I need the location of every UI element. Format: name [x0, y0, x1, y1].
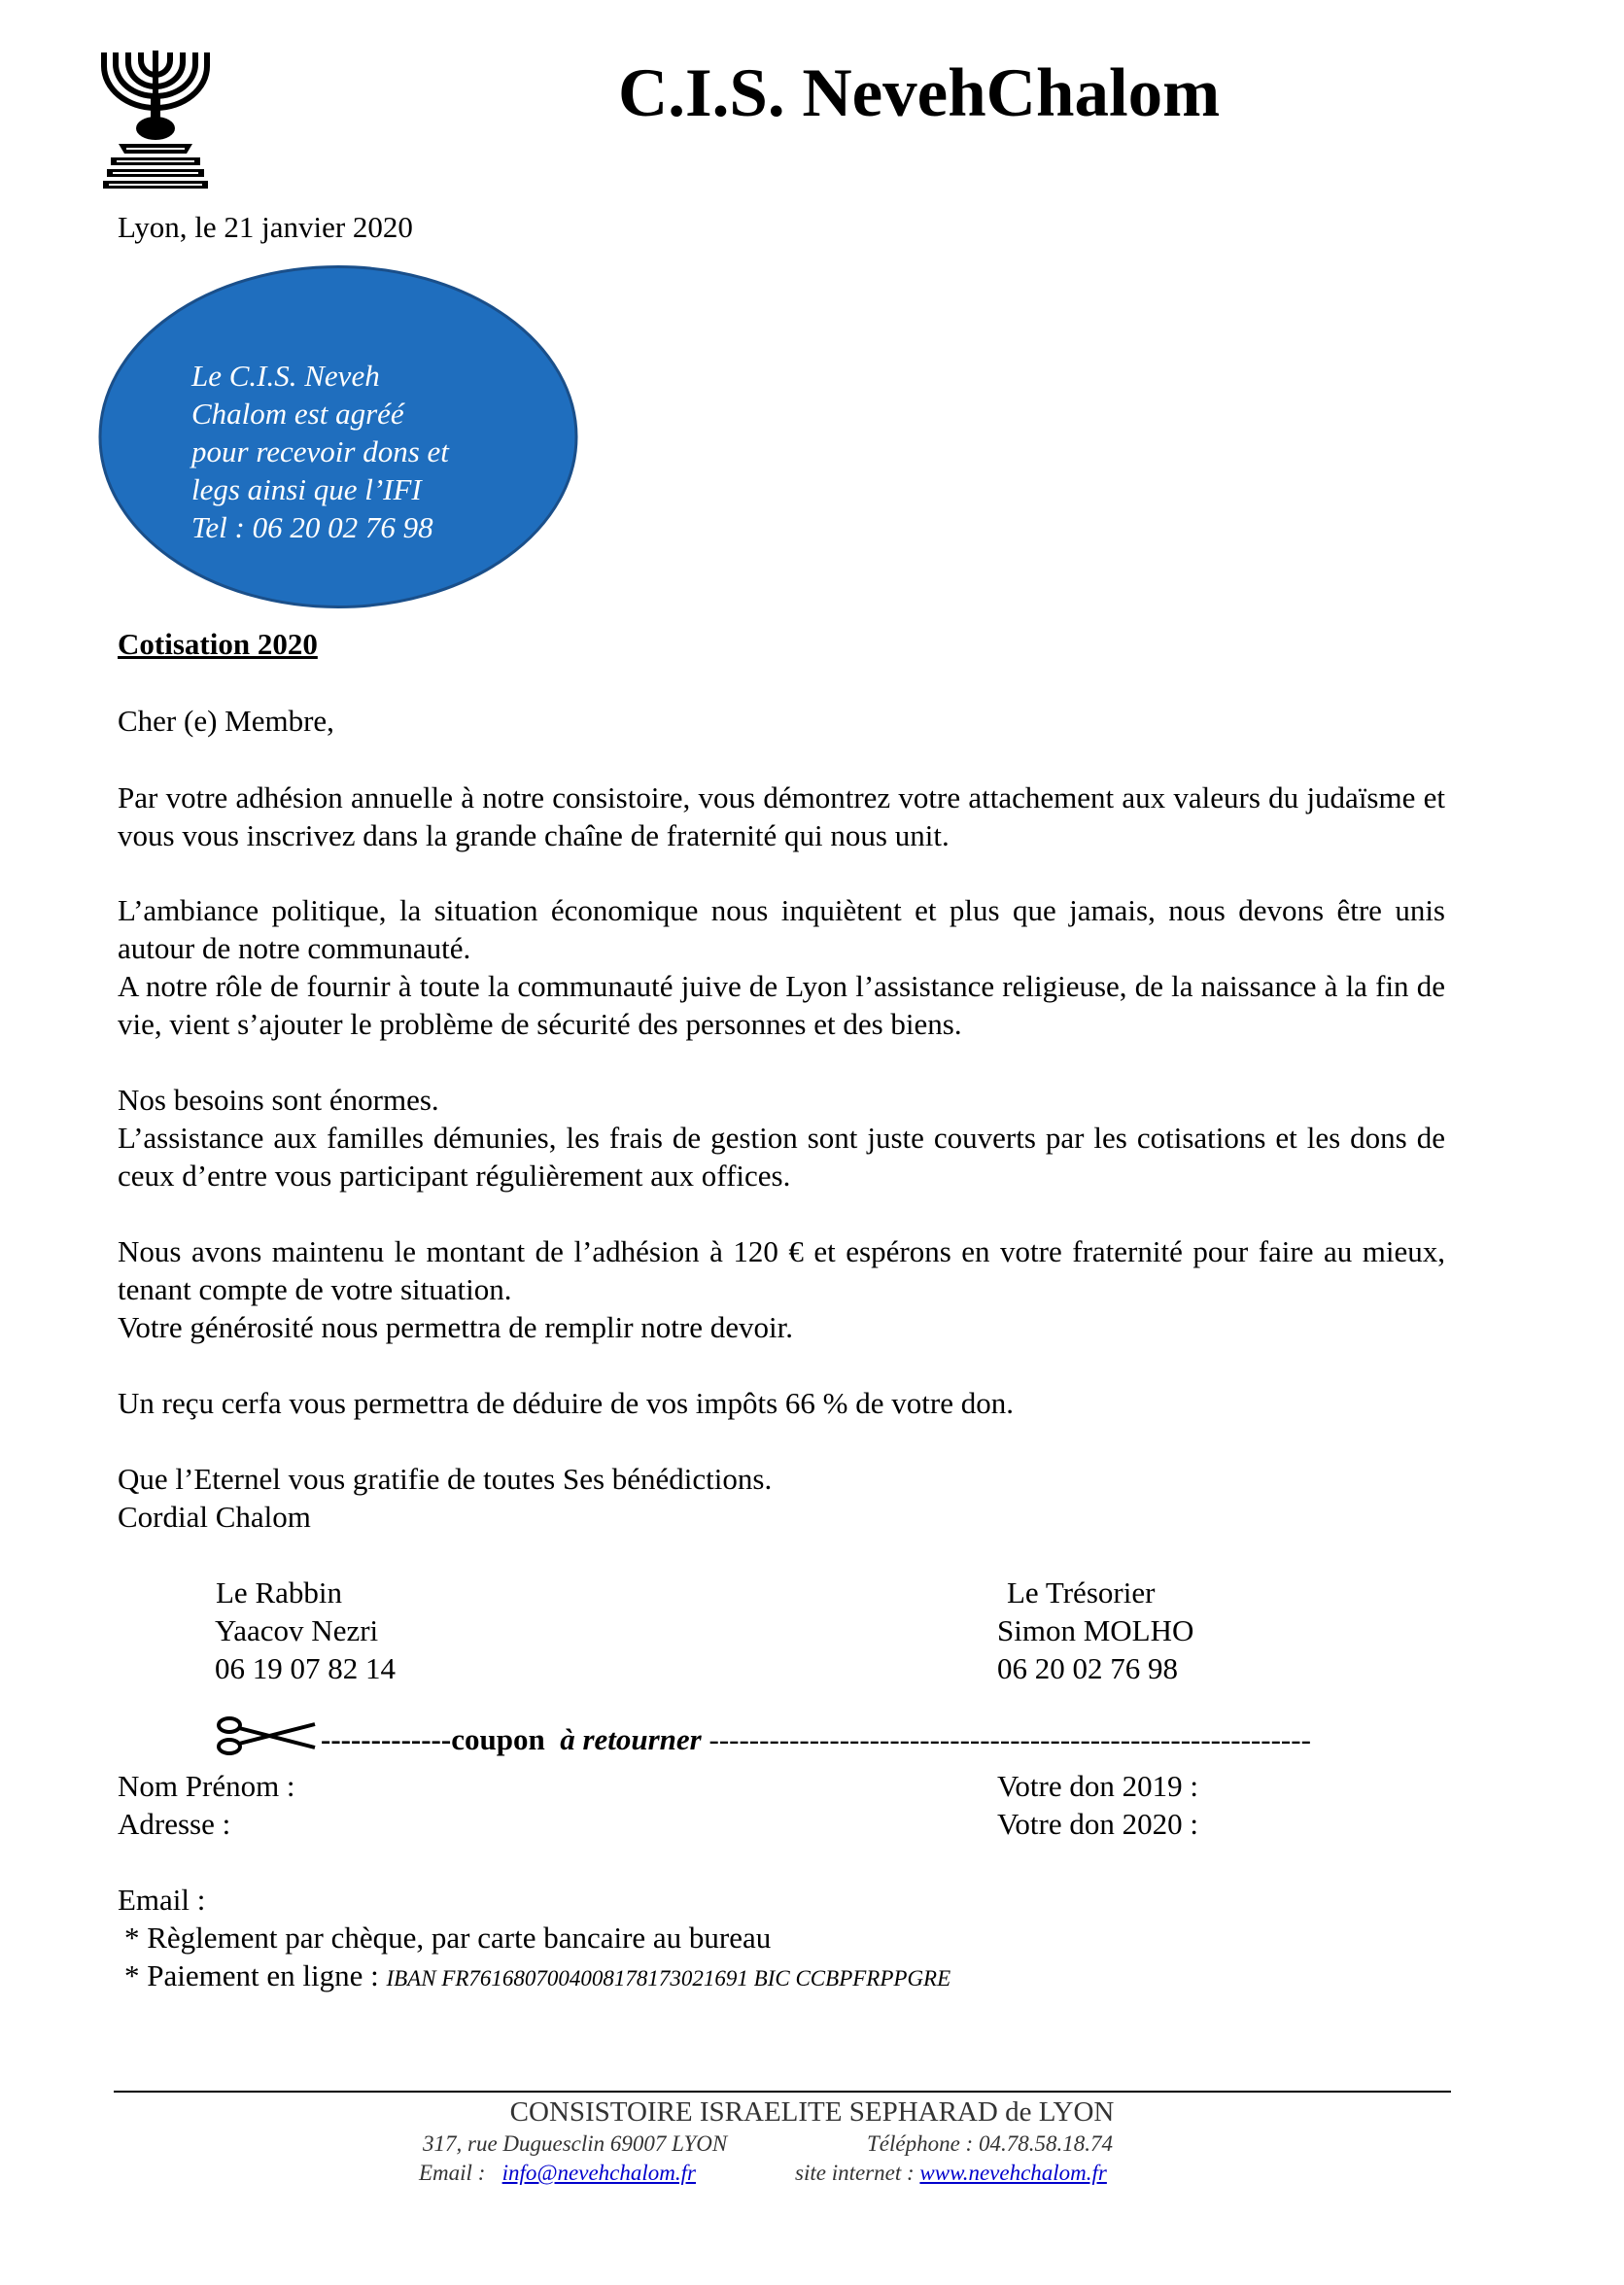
footer-site: [795, 2161, 1107, 2186]
paragraph-2: [118, 891, 1445, 1043]
email-field-label: Email :: [118, 1883, 206, 1917]
paragraph-3: [118, 1081, 1445, 1194]
scissors-icon: [214, 1714, 319, 1757]
paragraph-text: Que l’Eternel vous gratifie de toutes Ses bénédictions.: [118, 1462, 773, 1496]
footer-org: CONSISTOIRE ISRAELITE SEPHARAD de LYON: [509, 2096, 1115, 2128]
email-link[interactable]: info@nevehchalom.fr: [501, 2161, 696, 2185]
paragraph-text: A notre rôle de fournir à toute la communauté juive de Lyon l’assistance religieuse, de la naissance à la fin de vie, vient s’ajouter le problème de sécurité des personnes et des biens.: [118, 969, 1445, 1041]
paragraph-text: Votre générosité nous permettra de remplir notre devoir.: [118, 1310, 793, 1344]
paragraph-text: Un reçu cerfa vous permettra de déduire de vos impôts 66 % de votre don.: [118, 1386, 1014, 1420]
coupon-separator: [321, 1722, 1311, 1757]
badge-line: Chalom est agréé: [191, 397, 404, 431]
footer-address: 317, rue Duguesclin 69007 LYON: [423, 2131, 728, 2156]
iban-text: IBAN FR7616807004008178173021691 BIC CCBPFRPPGRE: [386, 1966, 951, 1991]
coupon-label-italic: à retourner: [560, 1722, 702, 1756]
badge-text: [191, 357, 522, 546]
coupon-dashes: ------------------------------------------------------------: [708, 1722, 1311, 1756]
page-title: C.I.S. NevehChalom: [618, 55, 1221, 131]
paragraph-5: [118, 1384, 1445, 1422]
signature-name: Simon MOLHO: [997, 1613, 1194, 1647]
paragraph-4: [118, 1232, 1445, 1346]
menorah-logo: [97, 51, 214, 189]
paragraph-6: [118, 1460, 1445, 1536]
footer-phone: Téléphone : 04.78.58.18.74: [867, 2131, 1113, 2156]
paragraph-text: L’assistance aux familles démunies, les frais de gestion sont juste couverts par les cotisations et les dons de ceux d’entre vous participant régulièrement aux offices.: [118, 1121, 1445, 1193]
name-field-label: Nom Prénom :: [118, 1769, 295, 1803]
coupon-dashes: -------------: [321, 1722, 452, 1756]
footer-email: [419, 2161, 696, 2186]
don-2019-label: Votre don 2019 :: [997, 1769, 1198, 1803]
paragraph-text: L’ambiance politique, la situation économique nous inquiètent et plus que jamais, nous devons être unis autour de notre communauté.: [118, 893, 1445, 965]
footer-email-label: Email :: [419, 2161, 486, 2185]
signature-rabbi: [215, 1574, 396, 1687]
paragraph-text: Nos besoins sont énormes.: [118, 1083, 439, 1117]
letter-heading: Cotisation 2020: [118, 627, 318, 661]
signature-role: Le Rabbin: [216, 1575, 342, 1610]
footer-site-label: site internet :: [795, 2161, 915, 2185]
payment-option-online: [124, 1956, 950, 1997]
paragraph-text: Nous avons maintenu le montant de l’adhésion à 120 € et espérons en votre fraternité pour faire au mieux, tenant compte de votre situation.: [118, 1234, 1445, 1306]
salutation: Cher (e) Membre,: [118, 704, 334, 738]
paragraph-1: [118, 779, 1445, 854]
badge-line: pour recevoir dons et: [191, 434, 449, 468]
badge-line: legs ainsi que l’IFI: [191, 472, 422, 506]
paragraph-text: Cordial Chalom: [118, 1500, 311, 1534]
badge-line: Le C.I.S. Neveh: [191, 359, 380, 393]
signature-name: Yaacov Nezri: [215, 1613, 379, 1647]
signature-treasurer: [997, 1574, 1193, 1687]
payment-option-cheque: * Règlement par chèque, par carte bancaire au bureau: [124, 1921, 772, 1955]
signature-phone: 06 20 02 76 98: [997, 1651, 1178, 1685]
coupon-form-left: [118, 1767, 295, 1843]
letter-date: Lyon, le 21 janvier 2020: [118, 210, 413, 244]
coupon-form-right: [997, 1767, 1198, 1843]
signature-phone: 06 19 07 82 14: [215, 1651, 396, 1685]
badge-line: Tel : 06 20 02 76 98: [191, 510, 433, 544]
address-field-label: Adresse :: [118, 1807, 231, 1841]
paragraph-text: Par votre adhésion annuelle à notre consistoire, vous démontrez votre attachement aux valeurs du judaïsme et vous vous inscrivez dans la grande chaîne de fraternité qui nous unit.: [118, 780, 1445, 852]
signature-role: Le Trésorier: [1007, 1575, 1156, 1610]
payment-online-label: * Paiement en ligne :: [124, 1958, 387, 1992]
don-2020-label: Votre don 2020 :: [997, 1807, 1198, 1841]
website-link[interactable]: www.nevehchalom.fr: [919, 2161, 1107, 2185]
footer-divider: [114, 2091, 1451, 2093]
coupon-label: coupon: [451, 1722, 545, 1756]
